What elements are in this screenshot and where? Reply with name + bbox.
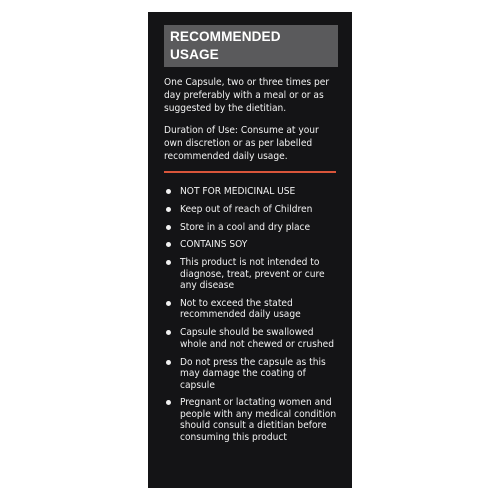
list-item	[164, 186, 338, 197]
list-item	[164, 357, 338, 391]
bullet-dot-icon	[166, 242, 171, 247]
list-item	[164, 397, 338, 443]
usage-panel	[148, 12, 352, 488]
list-item-text: CONTAINS SOY	[180, 239, 248, 251]
list-item-text: Not to exceed the stated recommended daily usage	[180, 298, 301, 321]
bullet-dot-icon	[166, 207, 171, 212]
bullet-dot-icon	[166, 330, 171, 335]
bullet-dot-icon	[166, 301, 171, 306]
section-divider	[164, 171, 336, 173]
list-item	[164, 204, 338, 215]
list-item	[164, 298, 338, 321]
list-item-text: Pregnant or lactating women and people with any medical condition should consult a dietitian before consuming this product	[180, 397, 337, 443]
bullet-dot-icon	[166, 189, 171, 194]
list-item	[164, 239, 338, 250]
list-item	[164, 222, 338, 233]
bullet-dot-icon	[166, 400, 171, 405]
section-heading: RECOMMENDED USAGE	[164, 25, 338, 67]
list-item-text: Do not press the capsule as this may damage the coating of capsule	[180, 356, 326, 391]
list-item-text: Capsule should be swallowed whole and not chewed or crushed	[180, 327, 334, 350]
warnings-list	[164, 186, 338, 443]
bullet-dot-icon	[166, 225, 171, 230]
duration-of-use: Duration of Use: Consume at your own discretion or as per labelled recommended daily usage.	[164, 124, 319, 163]
list-item	[164, 327, 338, 350]
bullet-dot-icon	[166, 260, 171, 265]
list-item-text: Store in a cool and dry place	[180, 221, 311, 233]
list-item-text: NOT FOR MEDICINAL USE	[180, 185, 296, 197]
list-item-text: This product is not intended to diagnose, treat, prevent or cure any disease	[180, 257, 325, 292]
list-item-text: Keep out of reach of Children	[180, 203, 313, 215]
bullet-dot-icon	[166, 360, 171, 365]
usage-instructions: One Capsule, two or three times per day preferably with a meal or or as suggested by the dietitian.	[164, 77, 330, 115]
list-item	[164, 257, 338, 291]
